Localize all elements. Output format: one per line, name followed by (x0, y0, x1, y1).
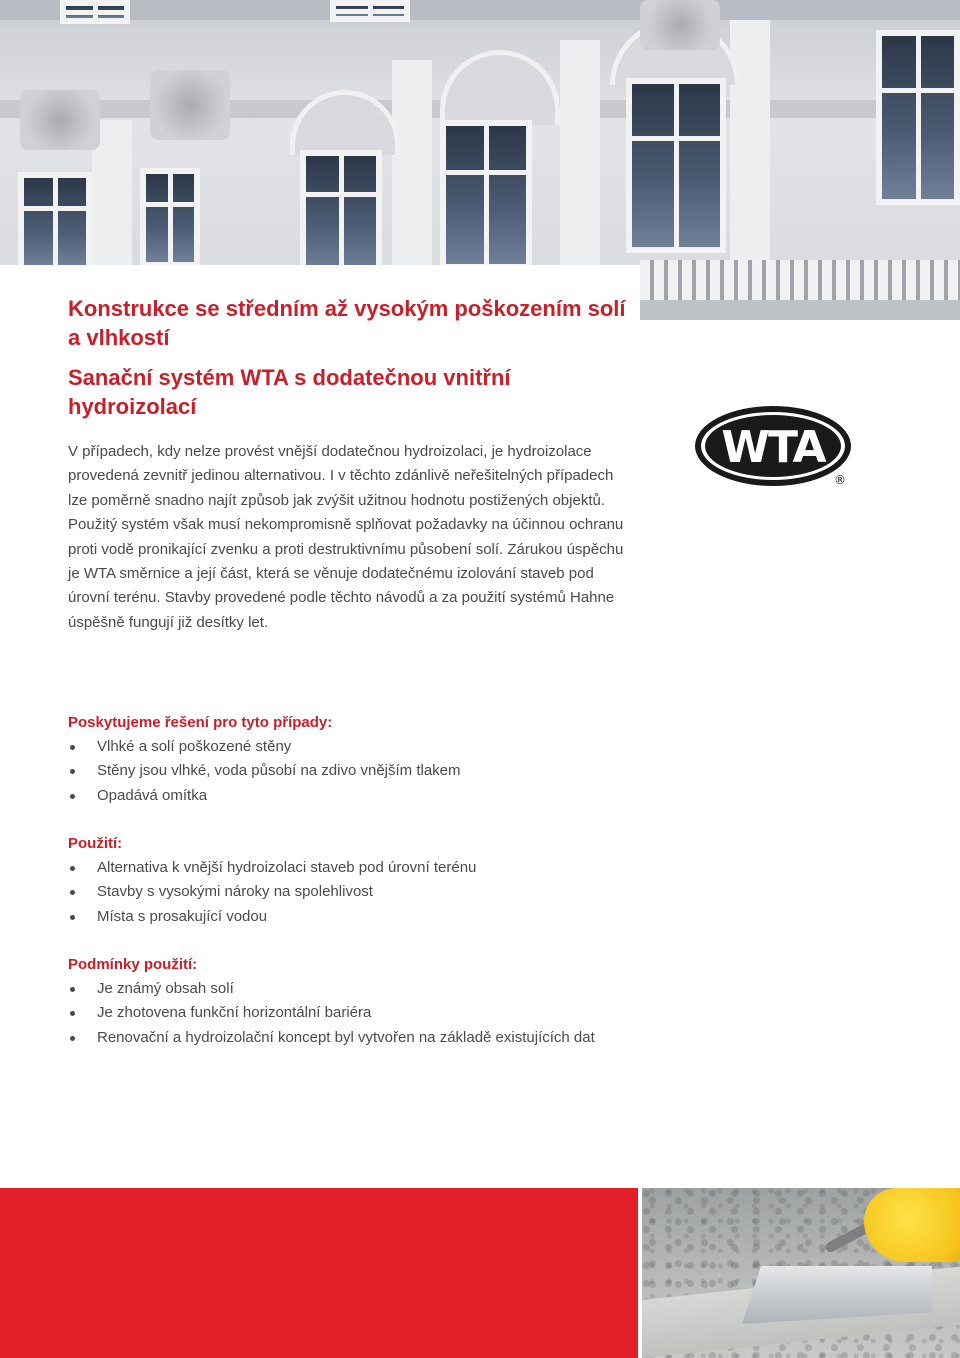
list-item: Stěny jsou vlhké, voda působí na zdivo vnějším tlakem (68, 759, 668, 783)
bullet-icon (70, 987, 75, 992)
bullet-icon (70, 866, 75, 871)
bullet-icon (70, 769, 75, 774)
list-item: Je zhotovena funkční horizontální bariéra (68, 1001, 668, 1025)
section-heading: Poskytujeme řešení pro tyto případy: (68, 714, 333, 731)
bullet-icon (70, 794, 75, 799)
registered-mark: ® (834, 473, 846, 487)
bullet-icon (70, 1036, 75, 1041)
section-heading: Podmínky použití: (68, 956, 198, 973)
trowel-photo (642, 1188, 960, 1358)
bullet-icon (70, 890, 75, 895)
list-item: Stavby s vysokými nároky na spolehlivost (68, 880, 668, 904)
red-band (0, 1188, 638, 1358)
list-item: Alternativa k vnější hydroizolaci staveb pod úrovní terénu (68, 856, 668, 880)
section-cases (68, 711, 668, 808)
list-item: Renovační a hydroizolační koncept byl vytvořen na základě existujících dat (68, 1026, 668, 1050)
list-item: Vlhké a solí poškozené stěny (68, 735, 668, 759)
list-item: Je známý obsah solí (68, 977, 668, 1001)
bullet-icon (70, 1011, 75, 1016)
main-content (68, 294, 628, 635)
wta-logo (694, 404, 856, 488)
bullet-icon (70, 915, 75, 920)
title-2: Sanační systém WTA s dodatečnou vnitřní hydroizolací (68, 365, 511, 419)
section-use (68, 832, 668, 929)
title-1: Konstrukce se středním až vysokým poškozením solí a vlhkostí (68, 296, 626, 350)
section-heading: Použití: (68, 835, 123, 852)
intro-paragraph: V případech, kdy nelze provést vnější dodatečnou hydroizolaci, je hydroizolace provedená zevnitř jedinou alternativou. I v těchto zdánlivě neřešitelných případech lze poměrně snadno najít způsob jak zvýšit užitnou hodnotu postižených objektů. Použitý systém však musí nekompromisně splňovat požadavky na účinnou ochranu proti vodě pronikající zvenku a proti destruktivnímu působení solí. Zárukou úspěchu je WTA směrnice a její část, která se věnuje dodatečnému izolování staveb pod úrovní terénu. Stavby provedené podle těchto návodů a za použití systémů Hahne úspěšně fungují již desítky let. (68, 443, 624, 631)
section-conditions (68, 953, 668, 1050)
bullet-icon (70, 745, 75, 750)
list-item: Opadává omítka (68, 784, 668, 808)
list-item: Místa s prosakující vodou (68, 905, 668, 929)
logo-text: WTA (721, 422, 825, 473)
